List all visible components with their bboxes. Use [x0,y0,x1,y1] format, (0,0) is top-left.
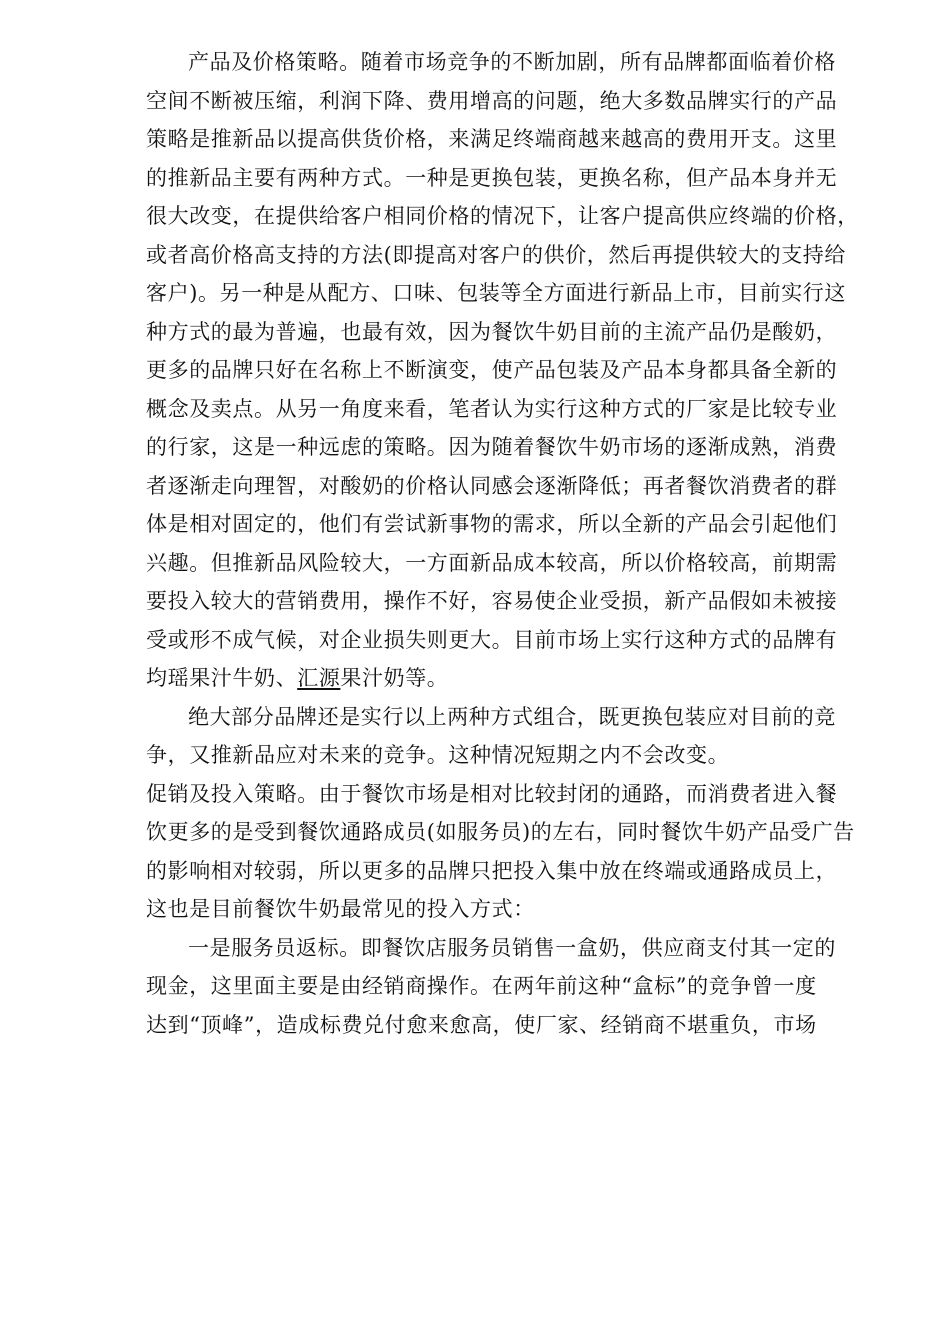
paragraph-line: 空间不断被压缩，利润下降、费用增高的问题，绝大多数品牌实行的产品 [146,88,838,113]
paragraph-line: 要投入较大的营销费用，操作不好，容易使企业受损，新产品假如未被接 [146,589,838,613]
paragraph-line: 产品及价格策略。随着市场竞争的不断加剧，所有品牌都面临着价格 [188,50,836,74]
paragraph-line: 概念及卖点。从另一角度来看，笔者认为实行这种方式的厂家是比较专业 [146,396,838,421]
section-heading-line: 促销及投入策略。由于餐饮市场是相对比较封闭的通路，而消费者进入餐 [146,781,838,806]
paragraph-line: 兴趣。但推新品风险较大，一方面新品成本较高，所以价格较高，前期需 [146,550,838,575]
paragraph-line-with-link [146,659,886,698]
paragraph-line: 的影响相对较弱，所以更多的品牌只把投入集中放在终端或通路成员上， [146,858,838,883]
paragraph-line: 现金，这里面主要是由经销商操作。在两年前这种“盒标”的竞争曾一度 [146,974,817,998]
underlined-brand-link[interactable]: 汇源 [297,666,341,690]
line-start-text: 均瑶果汁牛奶、 [146,666,298,690]
paragraph-line: 的推新品主要有两种方式。一种是更换包装，更换名称，但产品本身并无 [146,165,838,190]
paragraph-line: 策略是推新品以提高供货价格，来满足终端商越来越高的费用开支。这里 [146,127,838,151]
paragraph-line: 绝大部分品牌还是实行以上两种方式组合，既更换包装应对目前的竞 [188,704,836,729]
paragraph-line: 更多的品牌只好在名称上不断演变，使产品包装及产品本身都具备全新的 [146,358,838,382]
paragraph-line: 体是相对固定的，他们有尝试新事物的需求，所以全新的产品会引起他们 [146,512,838,536]
paragraph-line: 一是服务员返标。即餐饮店服务员销售一盒奶，供应商支付其一定的 [188,935,836,960]
body-text [146,43,886,1044]
paragraph-line: 争，又推新品应对未来的竞争。这种情况短期之内不会改变。 [146,743,730,767]
paragraph-line: 者逐渐走向理智，对酸奶的价格认同感会逐渐降低；再者餐饮消费者的群 [146,473,838,498]
paragraph-line: 这也是目前餐饮牛奶最常见的投入方式： [146,897,535,921]
paragraph-line: 或者高价格高支持的方法(即提高对客户的供价，然后再提供较大的支持给 [146,242,846,267]
line-end-text: 果汁奶等。 [340,666,449,690]
paragraph-line: 客户)。另一种是从配方、口味、包装等全方面进行新品上市，目前实行这 [146,281,846,305]
paragraph-line: 很大改变，在提供给客户相同价格的情况下，让客户提高供应终端的价格， [146,204,859,228]
paragraph-line: 达到“顶峰”，造成标费兑付愈来愈高，使厂家、经销商不堪重负，市场 [146,1012,817,1037]
paragraph-line: 饮更多的是受到餐饮通路成员(如服务员)的左右，同时餐饮牛奶产品受广告 [146,820,855,844]
paragraph-line: 受或形不成气候，对企业损失则更大。目前市场上实行这种方式的品牌有 [146,627,838,652]
paragraph-line: 的行家，这是一种远虑的策略。因为随着餐饮牛奶市场的逐渐成熟，消费 [146,435,838,459]
paragraph-line: 种方式的最为普遍，也最有效，因为餐饮牛奶目前的主流产品仍是酸奶， [146,319,838,344]
